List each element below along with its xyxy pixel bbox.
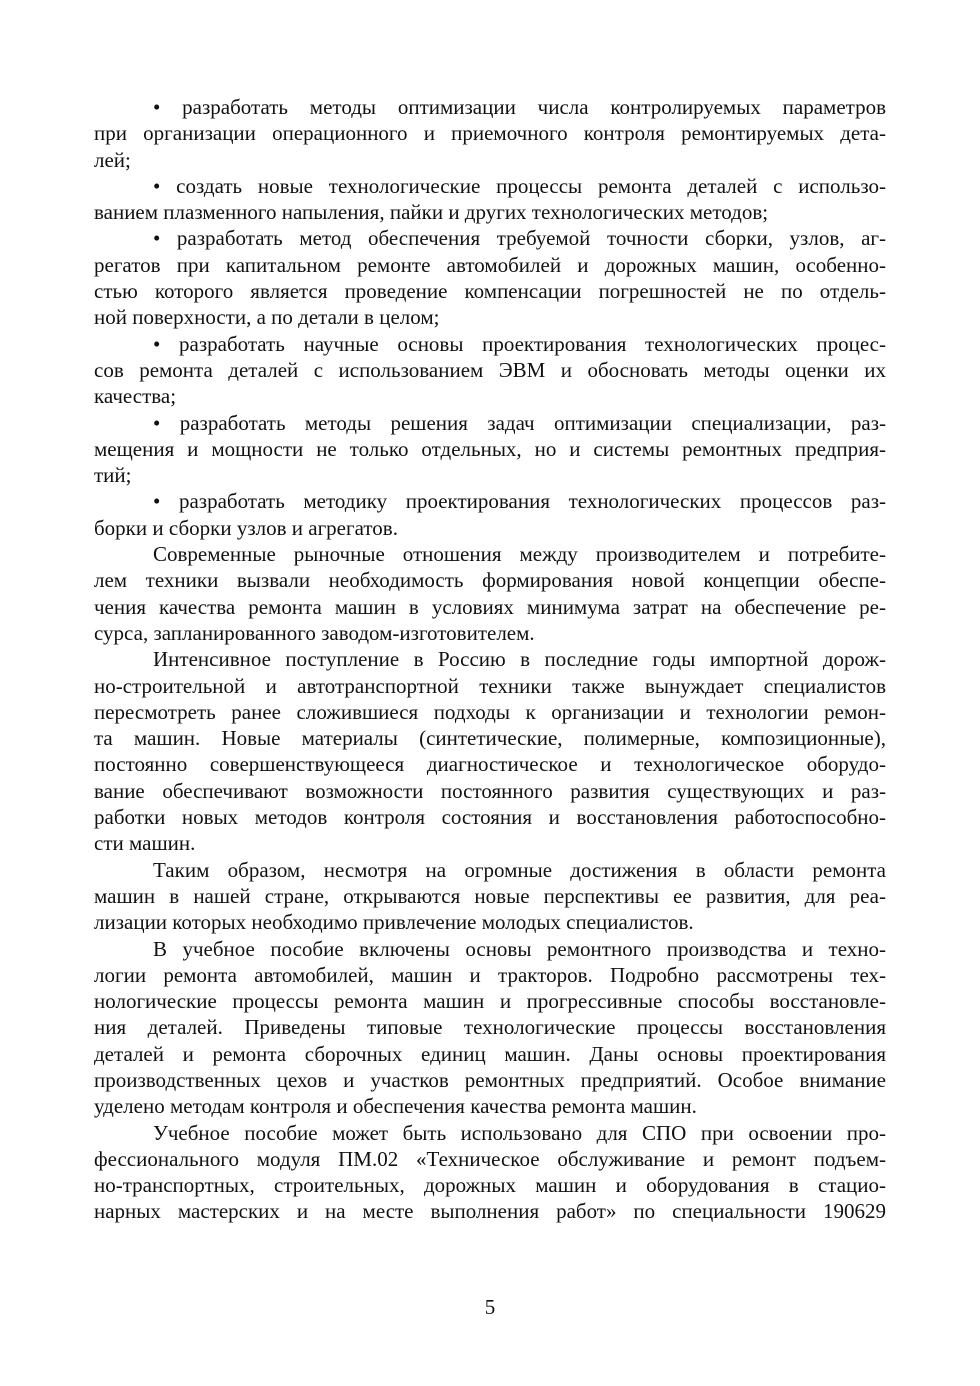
text-line: нарных мастерских и на месте выполнения работ» по специальности 190629 xyxy=(94,1199,886,1224)
text-line: сти машин. xyxy=(94,831,196,856)
bullet-item xyxy=(94,331,886,410)
bullet-item xyxy=(94,173,886,226)
bullet-item xyxy=(94,94,886,173)
text-line: борки и сборки узлов и агрегатов. xyxy=(94,515,398,540)
text-line: • разработать научные основы проектирования технологических процес- xyxy=(153,331,886,356)
text-line: фессионального модуля ПМ.02 «Техническое обслуживание и ремонт подъем- xyxy=(94,1146,886,1171)
paragraph xyxy=(94,936,886,1120)
paragraph xyxy=(94,857,886,936)
paragraph xyxy=(94,541,886,646)
text-line: лизации которых необходимо привлечение молодых специалистов. xyxy=(94,910,694,935)
paragraph xyxy=(94,1120,886,1225)
text-line: нологические процессы ремонта машин и прогрессивные способы восстановле- xyxy=(94,989,886,1014)
text-line: лей; xyxy=(94,147,131,172)
text-line: постоянно совершенствующееся диагностическое и технологическое оборудо- xyxy=(94,752,886,777)
text-line: уделено методам контроля и обеспечения качества ремонта машин. xyxy=(94,1094,697,1119)
text-line: машин в нашей стране, открываются новые перспективы ее развития, для реа- xyxy=(94,883,886,908)
text-line: логии ремонта автомобилей, машин и тракторов. Подробно рассмотрены тех- xyxy=(94,962,886,987)
text-line: та машин. Новые материалы (синтетические, полимерные, композиционные), xyxy=(94,726,886,751)
text-line: вание обеспечивают возможности постоянного развития существующих и раз- xyxy=(94,778,886,803)
text-line: • разработать методику проектирования технологических процессов раз- xyxy=(153,489,886,514)
page-number: 5 xyxy=(484,1295,496,1319)
text-line: • разработать методы оптимизации числа контролируемых параметров xyxy=(153,95,886,119)
text-line: ной поверхности, а по детали в целом; xyxy=(94,305,440,330)
text-line: Современные рыночные отношения между производителем и потребите- xyxy=(153,542,886,567)
text-line: но-строительной и автотранспортной техники также вынуждает специалистов xyxy=(94,673,886,698)
bullet-item xyxy=(94,488,886,541)
text-line: сурса, запланированного заводом-изготовителем. xyxy=(94,620,535,645)
text-line: при организации операционного и приемочного контроля ремонтируемых дета- xyxy=(94,121,886,146)
text-line: сов ремонта деталей с использованием ЭВМ и обосновать методы оценки их xyxy=(94,357,886,382)
text-line: В учебное пособие включены основы ремонтного производства и техно- xyxy=(153,936,886,961)
text-line: Таким образом, несмотря на огромные достижения в области ремонта xyxy=(153,857,886,882)
text-line: но-транспортных, строительных, дорожных машин и оборудования в стацио- xyxy=(94,1173,886,1198)
text-line: пересмотреть ранее сложившиеся подходы к организации и технологии ремон- xyxy=(94,699,886,724)
text-line: стью которого является проведение компенсации погрешностей не по отдель- xyxy=(94,279,886,304)
text-line: работки новых методов контроля состояния и восстановления работоспособно- xyxy=(94,805,886,830)
text-line: Интенсивное поступление в Россию в последние годы импортной дорож- xyxy=(153,647,886,672)
paragraph xyxy=(94,646,886,856)
body-text xyxy=(94,94,886,1225)
text-line: мещения и мощности не только отдельных, но и системы ремонтных предприя- xyxy=(94,436,886,461)
text-line: регатов при капитальном ремонте автомобилей и дорожных машин, особенно- xyxy=(94,252,886,277)
text-line: лем техники вызвали необходимость формирования новой концепции обеспе- xyxy=(94,568,886,593)
text-line: ванием плазменного напыления, пайки и других технологических методов; xyxy=(94,200,769,225)
bullet-item xyxy=(94,410,886,489)
text-line: • создать новые технологические процессы ремонта деталей с использо- xyxy=(153,173,886,198)
text-line: • разработать метод обеспечения требуемой точности сборки, узлов, аг- xyxy=(153,226,886,251)
text-line: деталей и ремонта сборочных единиц машин. Даны основы проектирования xyxy=(94,1041,886,1066)
text-line: качества; xyxy=(94,384,177,409)
text-line: тий; xyxy=(94,463,132,488)
text-line: • разработать методы решения задач оптимизации специализации, раз- xyxy=(153,410,886,435)
bullet-item xyxy=(94,225,886,330)
text-line: производственных цехов и участков ремонтных предприятий. Особое внимание xyxy=(94,1067,886,1092)
text-line: Учебное пособие может быть использовано для СПО при освоении про- xyxy=(153,1120,886,1145)
text-line: ния деталей. Приведены типовые технологические процессы восстановления xyxy=(94,1015,886,1040)
text-line: чения качества ремонта машин в условиях минимума затрат на обеспечение ре- xyxy=(94,594,886,619)
